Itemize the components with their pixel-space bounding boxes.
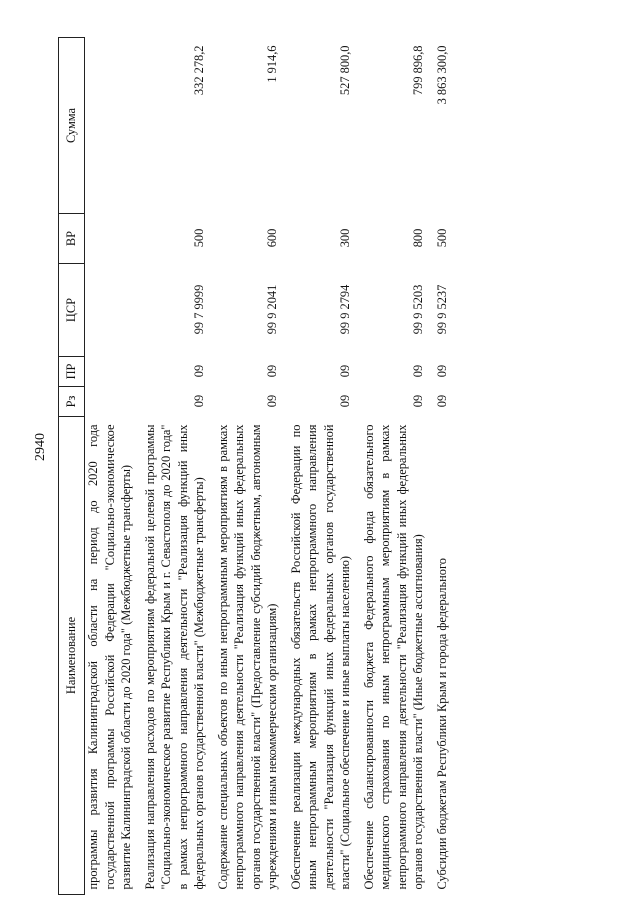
table-row (431, 38, 455, 895)
row-csr: 99 9 5237 (434, 284, 449, 335)
table-row (285, 38, 358, 895)
row-rz (85, 387, 139, 417)
row-sum: 799 896,8 (411, 45, 425, 96)
row-pr: 09 (411, 364, 425, 378)
header-sum: Сумма (59, 38, 85, 214)
row-name: программы развития Калининградской области на период до 2020 года государственной программы Российской Федерации "Социально-экономическое развитие Калининградской области до 2020 года" (Межбюджетные трансферты) (86, 424, 133, 890)
row-csr: 99 9 5203 (411, 284, 425, 335)
row-rz: 09 (265, 394, 279, 408)
row-csr: 99 7 9999 (192, 284, 206, 335)
row-pr: 09 (192, 364, 206, 378)
table-row (85, 38, 139, 895)
row-name: Содержание специальных объектов по иным непрограммным мероприятиям в рамках непрограммного направления деятельности "Реализация функций иных федеральных органов государственной власти" (Предоставление субсидий бюджетным, автономным учреждениям и иным некоммерческим организациям) (215, 424, 279, 890)
row-vr: 800 (411, 228, 425, 248)
header-name: Наименование (59, 417, 85, 895)
row-sum: 1 914,6 (265, 45, 279, 83)
row-sum: 3 863 300,0 (434, 45, 449, 105)
row-csr: 99 9 2041 (265, 284, 279, 335)
table-row (139, 38, 212, 895)
row-pr: 09 (434, 364, 449, 378)
row-rz: 09 (434, 394, 449, 408)
row-rz: 09 (411, 394, 425, 408)
row-name: Обеспечение реализации международных обязательств Российской Федерации по иным непрограммным мероприятиям в рамках непрограммного направления деятельности "Реализация функций иных федеральных органов государственной власти" (Социальное обеспечение и иные выплаты населению) (288, 424, 352, 890)
row-sum (85, 38, 139, 214)
row-pr: 09 (338, 364, 352, 378)
header-rz: Рз (59, 387, 85, 417)
header-csr: ЦСР (59, 264, 85, 357)
page-number: 2940 (33, 433, 48, 461)
row-pr: 09 (265, 364, 279, 378)
row-vr: 300 (338, 228, 352, 248)
row-vr: 500 (192, 228, 206, 248)
row-vr: 600 (265, 228, 279, 248)
budget-table (58, 37, 454, 895)
row-name: Субсидии бюджетам Республики Крым и города федерального (434, 558, 449, 890)
table-row (212, 38, 285, 895)
header-pr: ПР (59, 357, 85, 387)
row-sum: 332 278,2 (192, 45, 206, 96)
row-csr: 99 9 2794 (338, 284, 352, 335)
row-sum: 527 800,0 (338, 45, 352, 96)
row-name: Реализация направления расходов по мероприятиям федеральной целевой программы "Социально-экономическое развитие Республики Крым и г. Севастополя до 2020 года" в рамках непрограммного направления деятельности "Реализация функций иных федеральных органов государственной власти" (Межбюджетные трансферты) (142, 424, 206, 890)
table-header (59, 38, 85, 895)
row-name: Обеспечение сбалансированности бюджета Федерального фонда обязательного медицинского страхования по иным непрограммным мероприятиям в рамках непрограммного направления деятельности "Реализация функций иных федеральных органов государственной власти" (Иные бюджетные ассигнования) (361, 424, 425, 890)
row-vr (85, 214, 139, 264)
row-pr (85, 357, 139, 387)
row-vr: 500 (434, 228, 449, 248)
row-rz: 09 (192, 394, 206, 408)
table-row (358, 38, 431, 895)
row-csr (85, 264, 139, 357)
row-rz: 09 (338, 394, 352, 408)
header-vr: ВР (59, 214, 85, 264)
